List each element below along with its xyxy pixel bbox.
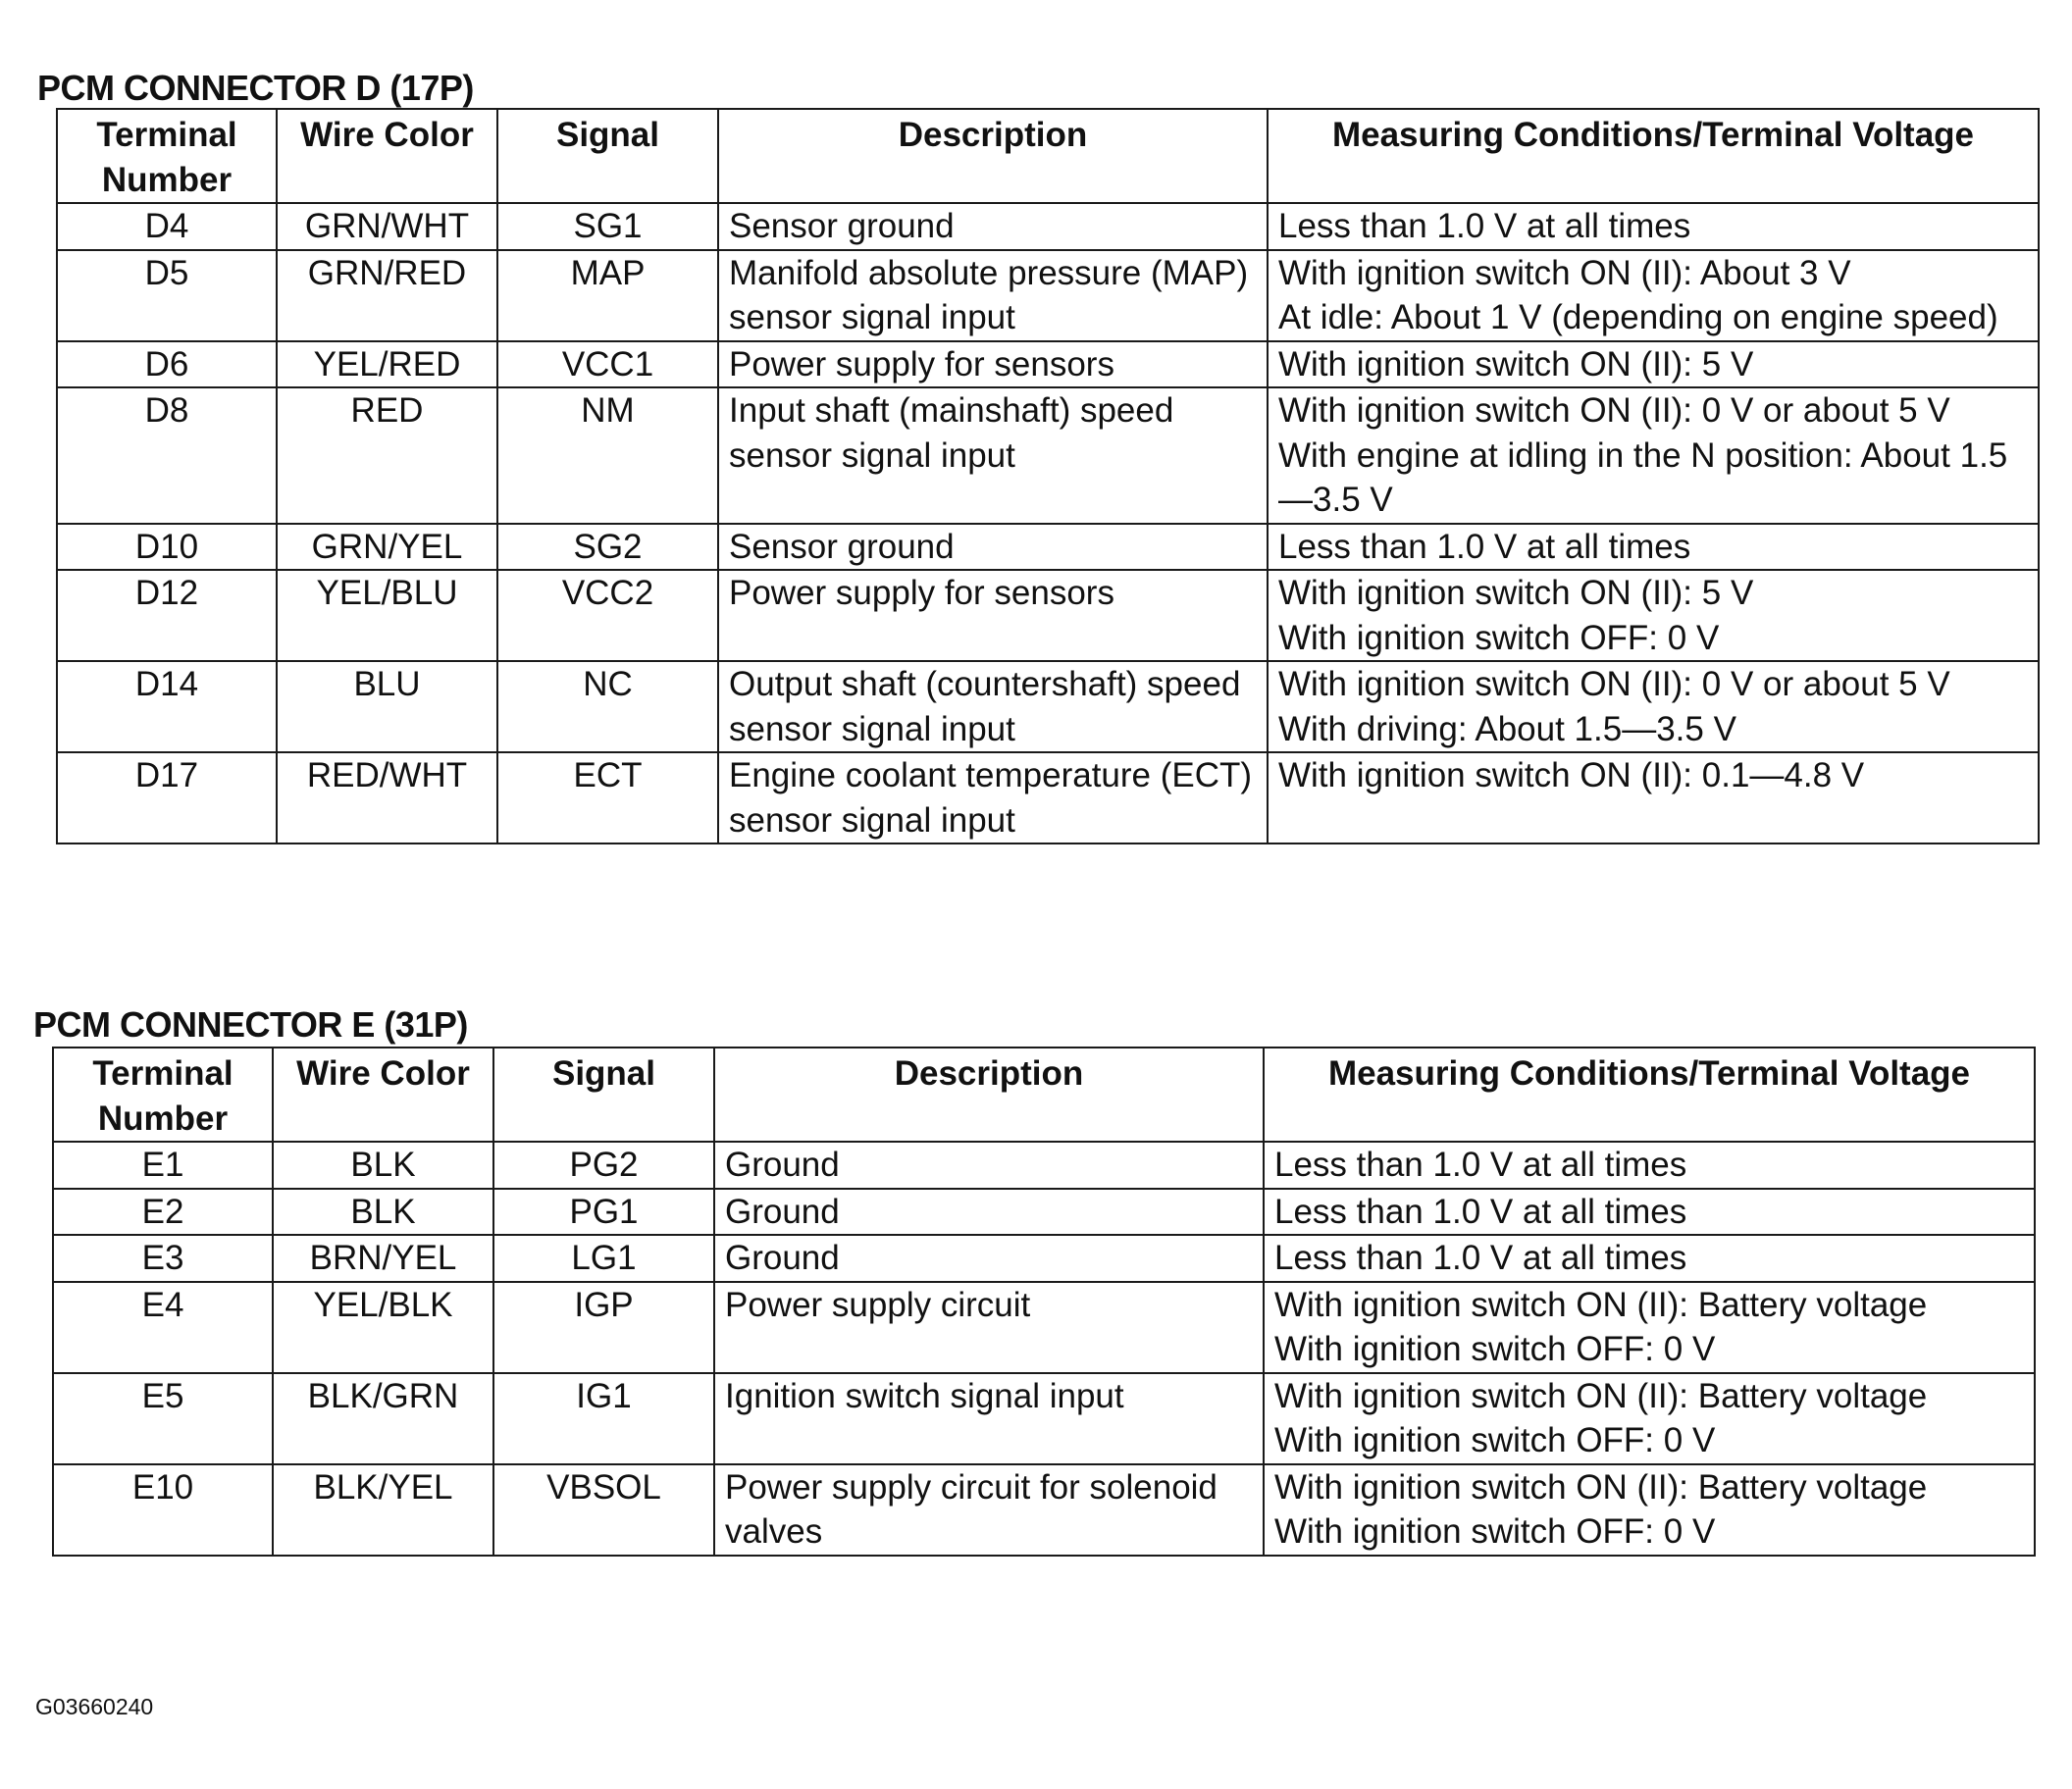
connector-e-rows [53, 1142, 2035, 1556]
signal-cell: IG1 [493, 1373, 714, 1464]
measuring-line: Less than 1.0 V at all times [1274, 1146, 1687, 1184]
connector-d-rows [57, 203, 2039, 843]
measuring-line: With ignition switch ON (II): 0 V or about 5 V [1278, 665, 1950, 703]
signal-cell: IGP [493, 1282, 714, 1373]
terminal-number-cell: D17 [57, 752, 277, 843]
wire-color-cell: YEL/BLU [277, 570, 497, 661]
header-wire-color: Wire Color [273, 1048, 493, 1142]
description-cell [714, 1282, 1264, 1373]
table-row [57, 203, 2039, 250]
measuring-line: Less than 1.0 V at all times [1274, 1239, 1687, 1277]
connector-e-table [52, 1047, 2036, 1557]
description-cell [714, 1142, 1264, 1189]
measuring-line: With ignition switch ON (II): Battery voltage [1274, 1285, 1928, 1324]
measuring-conditions-cell [1264, 1235, 2035, 1282]
signal-cell: PG2 [493, 1142, 714, 1189]
header-wire-color: Wire Color [277, 109, 497, 203]
wire-color-cell: GRN/YEL [277, 524, 497, 571]
signal-cell: VCC2 [497, 570, 718, 661]
terminal-number-cell: D4 [57, 203, 277, 250]
measuring-conditions-cell [1264, 1189, 2035, 1236]
wire-color-cell: BLK [273, 1189, 493, 1236]
header-terminal-number: Terminal Number [57, 109, 277, 203]
measuring-line: With ignition switch ON (II): 0 V or about 5 V [1278, 391, 1950, 430]
measuring-line: With ignition switch ON (II): About 3 V [1278, 253, 1851, 292]
description-cell [718, 341, 1268, 388]
header-signal: Signal [497, 109, 718, 203]
terminal-number-cell: D5 [57, 250, 277, 341]
wire-color-cell: BLK/YEL [273, 1464, 493, 1556]
table-row [53, 1464, 2035, 1556]
signal-cell: VCC1 [497, 341, 718, 388]
connector-d-title: PCM CONNECTOR D (17P) [37, 68, 474, 108]
description-line: Input shaft (mainshaft) speed sensor signal input [729, 391, 1174, 475]
measuring-line: With ignition switch ON (II): 5 V [1278, 574, 1754, 612]
connector-e-title: PCM CONNECTOR E (31P) [33, 1004, 468, 1045]
header-measuring-conditions: Measuring Conditions/Terminal Voltage [1264, 1048, 2035, 1142]
measuring-conditions-cell [1264, 1282, 2035, 1373]
header-description: Description [714, 1048, 1264, 1142]
description-cell [718, 524, 1268, 571]
measuring-conditions-cell [1264, 1142, 2035, 1189]
measuring-conditions-cell [1268, 661, 2039, 752]
description-cell [714, 1235, 1264, 1282]
table-header-row [53, 1048, 2035, 1142]
signal-cell: MAP [497, 250, 718, 341]
wire-color-cell: GRN/WHT [277, 203, 497, 250]
wire-color-cell: BRN/YEL [273, 1235, 493, 1282]
measuring-conditions-cell [1264, 1464, 2035, 1556]
terminal-number-cell: E4 [53, 1282, 273, 1373]
terminal-number-cell: E1 [53, 1142, 273, 1189]
description-line: Manifold absolute pressure (MAP) sensor signal input [729, 253, 1249, 336]
connector-d-table [56, 108, 2040, 844]
description-line: Power supply for sensors [729, 574, 1114, 612]
terminal-number-cell: E10 [53, 1464, 273, 1556]
measuring-conditions-cell [1264, 1373, 2035, 1464]
description-cell [718, 570, 1268, 661]
description-cell [718, 250, 1268, 341]
description-line: Ignition switch signal input [725, 1376, 1124, 1415]
description-cell [718, 661, 1268, 752]
signal-cell: LG1 [493, 1235, 714, 1282]
description-line: Sensor ground [729, 207, 955, 245]
measuring-conditions-cell [1268, 341, 2039, 388]
description-cell [718, 387, 1268, 524]
measuring-line: Less than 1.0 V at all times [1278, 527, 1691, 566]
description-line: Ground [725, 1192, 840, 1231]
terminal-number-cell: D14 [57, 661, 277, 752]
measuring-line: With ignition switch ON (II): 0.1—4.8 V [1278, 756, 1865, 794]
signal-cell: SG2 [497, 524, 718, 571]
measuring-conditions-cell [1268, 524, 2039, 571]
table-row [57, 387, 2039, 524]
measuring-line: With ignition switch ON (II): 5 V [1278, 344, 1754, 383]
terminal-number-cell: D6 [57, 341, 277, 388]
wire-color-cell: YEL/BLK [273, 1282, 493, 1373]
measuring-line: At idle: About 1 V (depending on engine speed) [1278, 298, 1998, 336]
measuring-conditions-cell [1268, 203, 2039, 250]
table-header-row [57, 109, 2039, 203]
description-line: Power supply for sensors [729, 344, 1114, 383]
table-row [57, 661, 2039, 752]
signal-cell: NM [497, 387, 718, 524]
terminal-number-cell: D10 [57, 524, 277, 571]
table-row [53, 1235, 2035, 1282]
wire-color-cell: BLU [277, 661, 497, 752]
table-row [57, 524, 2039, 571]
measuring-line: Less than 1.0 V at all times [1274, 1192, 1687, 1231]
signal-cell: ECT [497, 752, 718, 843]
header-signal: Signal [493, 1048, 714, 1142]
terminal-number-cell: E5 [53, 1373, 273, 1464]
table-row [57, 570, 2039, 661]
measuring-line: With ignition switch OFF: 0 V [1274, 1512, 1716, 1551]
description-line: Power supply circuit for solenoid valves [725, 1467, 1217, 1551]
wire-color-cell: RED [277, 387, 497, 524]
description-line: Output shaft (countershaft) speed sensor signal input [729, 665, 1241, 748]
description-line: Engine coolant temperature (ECT) sensor signal input [729, 756, 1253, 840]
measuring-conditions-cell [1268, 387, 2039, 524]
wire-color-cell: YEL/RED [277, 341, 497, 388]
table-row [57, 341, 2039, 388]
table-row [53, 1142, 2035, 1189]
signal-cell: VBSOL [493, 1464, 714, 1556]
measuring-line: With driving: About 1.5—3.5 V [1278, 709, 1736, 748]
terminal-number-cell: E3 [53, 1235, 273, 1282]
figure-code: G03660240 [35, 1694, 154, 1719]
description-cell [718, 203, 1268, 250]
wire-color-cell: BLK [273, 1142, 493, 1189]
description-cell [714, 1464, 1264, 1556]
terminal-number-cell: D8 [57, 387, 277, 524]
measuring-line: With ignition switch ON (II): Battery voltage [1274, 1467, 1928, 1507]
terminal-number-cell: D12 [57, 570, 277, 661]
measuring-conditions-cell [1268, 752, 2039, 843]
description-cell [714, 1373, 1264, 1464]
table-row [53, 1282, 2035, 1373]
measuring-line: With engine at idling in the N position: About 1.5—3.5 V [1278, 435, 2008, 519]
description-line: Ground [725, 1146, 840, 1184]
description-cell [718, 752, 1268, 843]
measuring-conditions-cell [1268, 570, 2039, 661]
description-cell [714, 1189, 1264, 1236]
header-terminal-number: Terminal Number [53, 1048, 273, 1142]
measuring-line: With ignition switch ON (II): Battery voltage [1274, 1376, 1928, 1415]
wire-color-cell: BLK/GRN [273, 1373, 493, 1464]
measuring-line: Less than 1.0 V at all times [1278, 207, 1691, 245]
header-description: Description [718, 109, 1268, 203]
table-row [57, 250, 2039, 341]
signal-cell: PG1 [493, 1189, 714, 1236]
description-line: Power supply circuit [725, 1285, 1031, 1324]
measuring-line: With ignition switch OFF: 0 V [1274, 1421, 1716, 1459]
measuring-line: With ignition switch OFF: 0 V [1274, 1330, 1716, 1368]
description-line: Ground [725, 1239, 840, 1277]
signal-cell: NC [497, 661, 718, 752]
table-row [53, 1373, 2035, 1464]
wire-color-cell: RED/WHT [277, 752, 497, 843]
header-measuring-conditions: Measuring Conditions/Terminal Voltage [1268, 109, 2039, 203]
table-row [57, 752, 2039, 843]
measuring-line: With ignition switch OFF: 0 V [1278, 618, 1720, 657]
signal-cell: SG1 [497, 203, 718, 250]
measuring-conditions-cell [1268, 250, 2039, 341]
terminal-number-cell: E2 [53, 1189, 273, 1236]
table-row [53, 1189, 2035, 1236]
wire-color-cell: GRN/RED [277, 250, 497, 341]
description-line: Sensor ground [729, 527, 955, 566]
